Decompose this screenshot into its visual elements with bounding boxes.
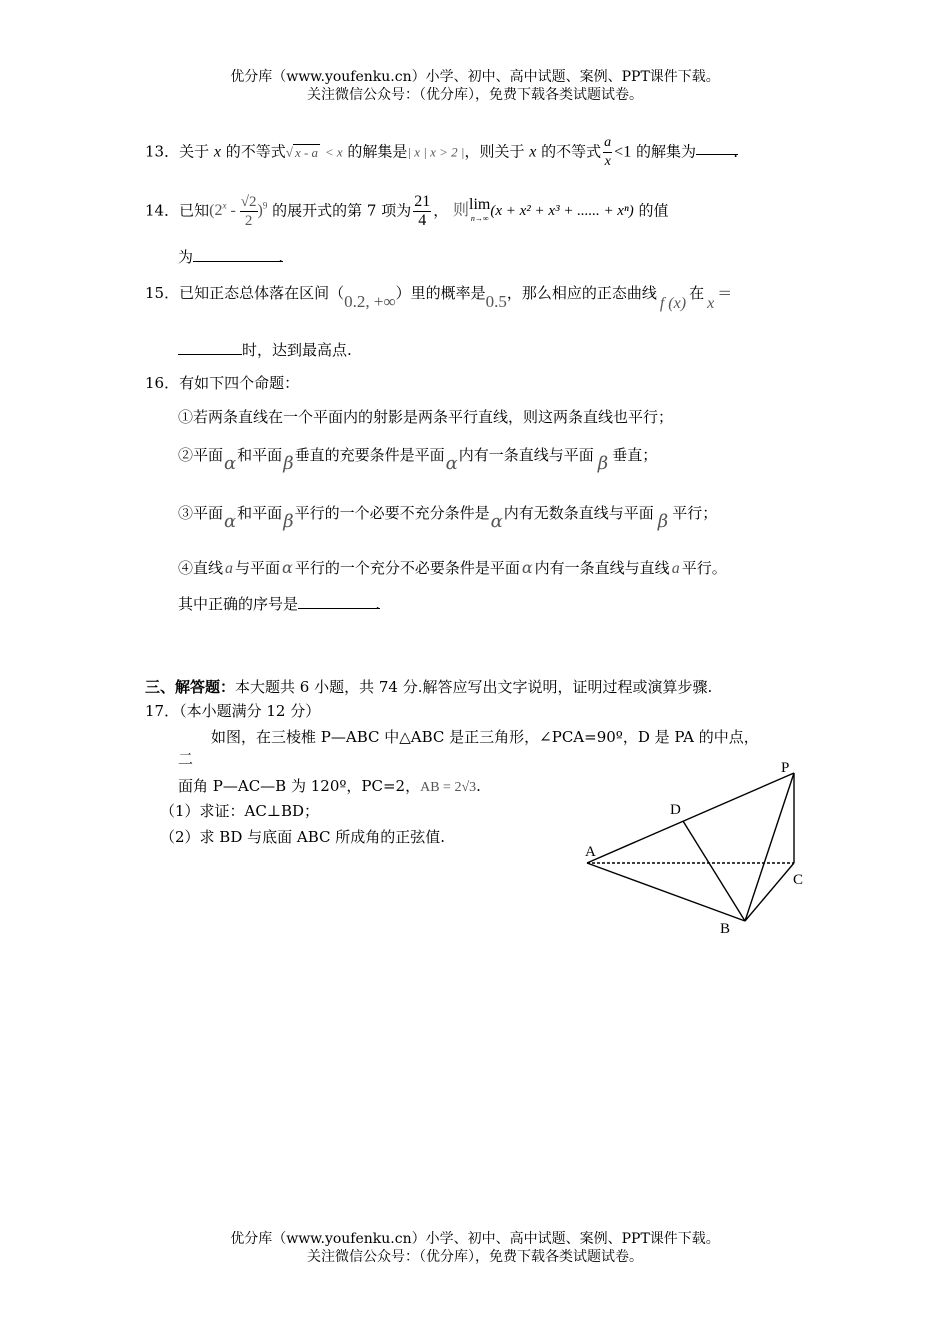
q15-fx: f (x)	[659, 295, 687, 312]
q16-proposition-4: ④直线 a 与平面 α 平行的一个充分不必要条件是平面 α 内有一条直线与直线 a 平行。	[178, 558, 727, 577]
line-a-symbol: a	[225, 560, 234, 577]
q14-limit: 则 lim n→∞ (x + x² + x³ + ...... + xⁿ)	[453, 195, 634, 223]
q14-text-1: 已知	[179, 201, 210, 220]
q15-eq: ＝	[717, 284, 733, 302]
question-17-head	[145, 700, 320, 722]
q17-number: 17．	[145, 702, 180, 720]
question-15-cont	[178, 338, 352, 362]
q16-answer-line: 其中正确的序号是 .	[178, 592, 380, 616]
q14-number: 14．	[145, 201, 180, 220]
q15-text-2: ）里的概率是	[395, 284, 486, 302]
question-13	[145, 134, 738, 171]
question-15	[145, 278, 733, 312]
label-D: D	[670, 802, 681, 818]
q17-line-1: 如图，在三棱椎 P—ABC 中△ABC 是正三角形，∠PCA=90º，D 是 PA 的中点，	[211, 728, 759, 746]
q14-binomial: (2$^x$ - $\frac{√2}{2}$ )$^9$	[209, 194, 268, 230]
alpha-symbol: α	[224, 511, 237, 532]
beta-symbol: β	[597, 453, 609, 474]
question-14	[145, 186, 668, 231]
q16-answer-blank[interactable]: .	[298, 592, 380, 609]
beta-symbol: β	[283, 453, 294, 474]
section-3-heading	[145, 676, 712, 698]
segment-BD	[683, 821, 745, 921]
q17-sub-2: （2）求 BD 与底面 ABC 所成角的正弦值.	[160, 828, 446, 846]
label-B: B	[720, 921, 731, 937]
line-a-symbol: a	[671, 560, 680, 577]
q14-fraction: $\frac{21}{4}$	[414, 192, 431, 229]
edge-AB	[587, 863, 745, 921]
q13-answer-blank[interactable]: .	[696, 138, 738, 155]
q17-sub-1: （1）求证：AC⊥BD；	[160, 802, 320, 820]
q14-text-3: ，	[433, 201, 449, 220]
question-16	[145, 371, 299, 395]
q13-var-x: x	[213, 143, 221, 161]
edge-BC	[745, 863, 794, 921]
q15-text-1: 已知正态总体落在区间（	[179, 284, 345, 302]
header-line-1: 优分库（www.youfenku.cn）小学、初中、高中试题、案例、PPT课件下载。	[230, 69, 720, 85]
q13-text-4: ，则关于	[464, 142, 525, 161]
q13-text-6: 的解集为	[635, 142, 696, 161]
alpha-symbol: α	[490, 511, 503, 532]
label-C: C	[793, 872, 804, 888]
q13-lt-one: <1	[614, 143, 632, 161]
q14-text-4: 的值	[638, 201, 669, 220]
q15-x: x	[707, 295, 715, 312]
section-3-desc: 本大题共 6 小题，共 74 分.解答应写出文字说明，证明过程或演算步骤.	[235, 678, 713, 696]
q13-text-1: 关于	[179, 142, 210, 161]
label-P: P	[781, 760, 790, 776]
label-A: A	[585, 844, 596, 860]
alpha-symbol: α	[445, 453, 458, 474]
q13-number: 13．	[145, 142, 180, 161]
q16-proposition-3: ③平面α和平面β平行的一个必要不充分条件是α内有无数条直线与平面 β 平行；	[178, 504, 718, 532]
edge-PA	[587, 773, 794, 863]
q13-sqrt-expr: √ x - a	[285, 144, 319, 160]
q17-line-2: 面角 P—AC—B 为 120º，PC=2，AB = 2√3.	[178, 777, 481, 795]
q15-interval: 0.2, +∞	[344, 292, 396, 311]
q15-text-4: 在	[689, 284, 705, 302]
alpha-symbol: α	[282, 558, 293, 577]
pyramid-figure	[580, 755, 810, 940]
q13-text-2: 的不等式	[225, 142, 286, 161]
q13-text-5: 的不等式	[541, 142, 602, 161]
q15-text-5: 时，达到最高点.	[242, 341, 352, 359]
q13-fraction: $\frac{a}{x}$	[604, 135, 612, 169]
header-line-2: 关注微信公众号：（优分库），免费下载各类试题试卷。	[307, 87, 643, 103]
q15-text-3: ，那么相应的正态曲线	[506, 284, 657, 302]
alpha-symbol: α	[224, 453, 237, 474]
q13-solution-set: | x | x > 2 |	[407, 144, 465, 160]
q16-intro: 有如下四个命题：	[179, 374, 300, 392]
alpha-symbol: α	[521, 558, 533, 577]
q13-var-x-2: x	[529, 143, 537, 161]
q16-proposition-1: ①若两条直线在一个平面内的射影是两条平行直线，则这两条直线也平行；	[178, 408, 674, 426]
q14-wei: 为	[178, 248, 194, 266]
q17-score: （本小题满分 12 分）	[179, 702, 321, 720]
q17-er: 二	[178, 750, 194, 768]
footer-line-2: 关注微信公众号：（优分库），免费下载各类试题试卷。	[307, 1249, 643, 1265]
q14-text-2: 的展开式的第 7 项为	[272, 201, 412, 220]
q15-number: 15．	[145, 284, 180, 302]
q16-proposition-2: ②平面α和平面β垂直的充要条件是平面α内有一条直线与平面 β 垂直；	[178, 446, 658, 474]
q16-number: 16．	[145, 374, 180, 392]
question-14-cont	[178, 245, 283, 269]
q13-ineq-tail: < x	[324, 144, 343, 160]
q14-answer-blank[interactable]: .	[193, 245, 283, 262]
beta-symbol: β	[283, 511, 294, 532]
q15-probability: 0.5	[485, 292, 507, 311]
q17-ab-value: AB = 2√3	[420, 780, 477, 795]
q13-text-3: 的解集是	[347, 142, 408, 161]
beta-symbol: β	[657, 511, 669, 532]
footer-line-1: 优分库（www.youfenku.cn）小学、初中、高中试题、案例、PPT课件下载。	[230, 1231, 720, 1247]
section-3-title: 三、解答题：	[145, 678, 236, 696]
edge-PB	[745, 773, 794, 921]
q15-answer-blank[interactable]	[178, 338, 242, 355]
